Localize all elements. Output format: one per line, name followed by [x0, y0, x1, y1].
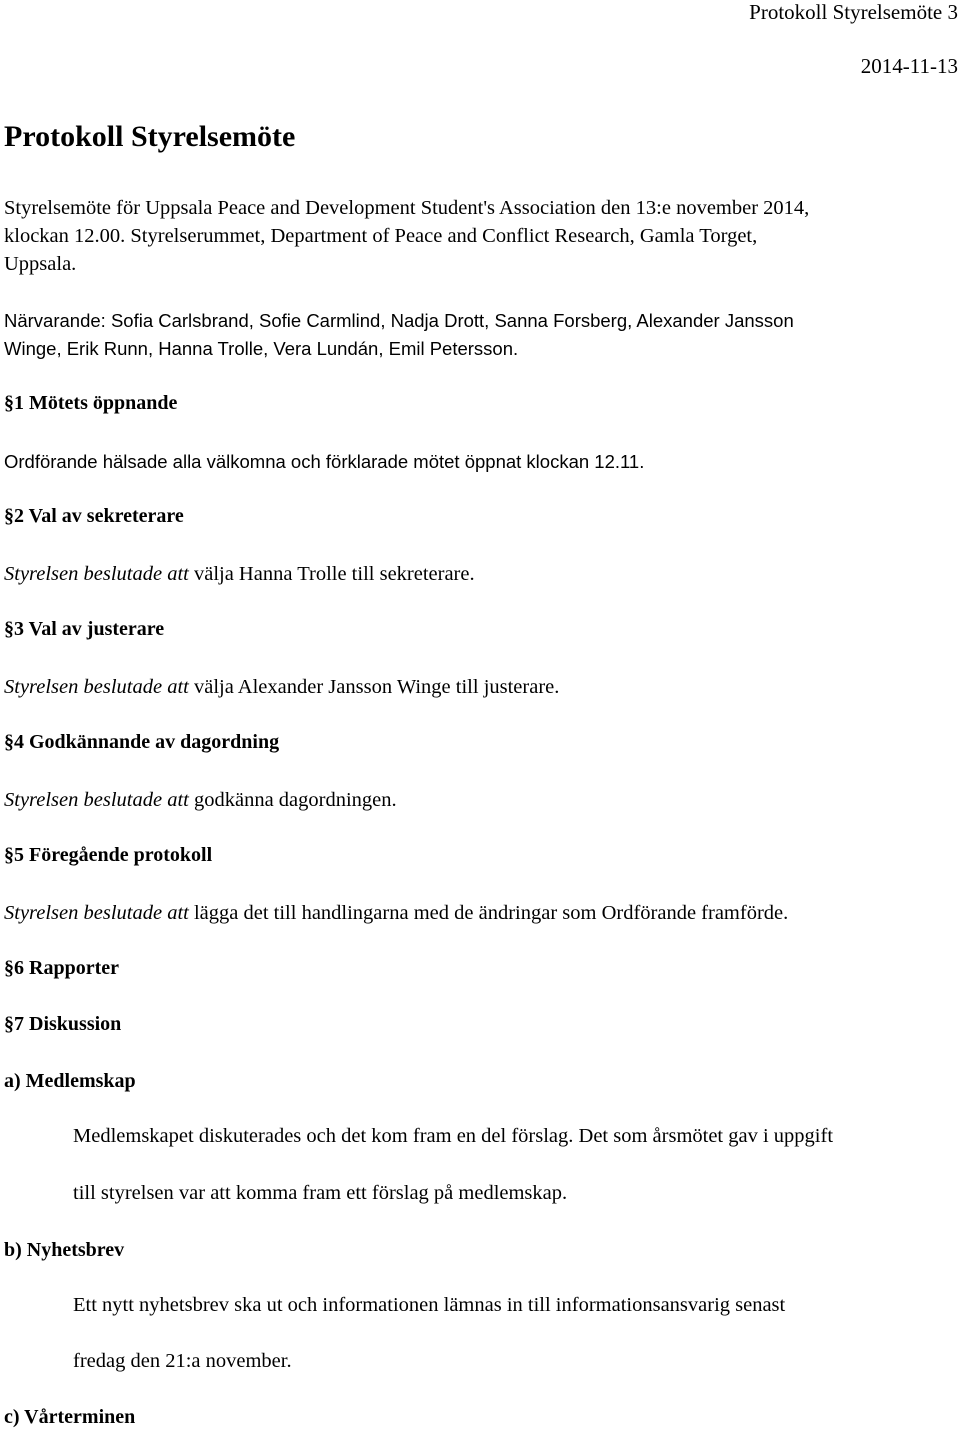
subsection-b-line-2: fredag den 21:a november.	[73, 1350, 292, 1372]
subsection-heading-a: a) Medlemskap	[4, 1070, 136, 1092]
intro-line-2: klockan 12.00. Styrelserummet, Department of Peace and Conflict Research, Gamla Torget,	[4, 225, 758, 247]
section-text-5	[4, 899, 788, 927]
subsection-heading-c: c) Vårterminen	[4, 1406, 136, 1428]
section-heading-3: §3 Val av justerare	[4, 618, 165, 640]
subsection-a-line-2: till styrelsen var att komma fram ett förslag på medlemskap.	[73, 1182, 568, 1204]
section-heading-4: §4 Godkännande av dagordning	[4, 731, 280, 753]
section-text-1: Ordförande hälsade alla välkomna och förklarade mötet öppnat klockan 12.11.	[4, 451, 645, 472]
section-text-3	[4, 673, 559, 701]
decision-text: lägga det till handlingarna med de ändringar som Ordförande framförde.	[188, 902, 789, 924]
subsection-heading-b: b) Nyhetsbrev	[4, 1239, 125, 1261]
document-date: 2014-11-13	[860, 54, 958, 78]
section-heading-2: §2 Val av sekreterare	[4, 505, 184, 527]
intro-paragraph	[4, 194, 809, 278]
section-heading-1: §1 Mötets öppnande	[4, 392, 178, 414]
intro-line-3: Uppsala.	[4, 253, 77, 275]
intro-line-1: Styrelsemöte för Uppsala Peace and Development Student's Association den 13:e november 2014,	[4, 197, 810, 219]
attendees-line-2: Winge, Erik Runn, Hanna Trolle, Vera Lundán, Emil Petersson.	[4, 338, 519, 359]
attendees-line-1: Närvarande: Sofia Carlsbrand, Sofie Carmlind, Nadja Drott, Sanna Forsberg, Alexander Jansson	[4, 310, 794, 331]
attendees-paragraph	[4, 307, 794, 363]
section-heading-7: §7 Diskussion	[4, 1013, 122, 1035]
decision-phrase: Styrelsen beslutade att	[4, 563, 189, 585]
running-header-title: Protokoll Styrelsemöte 3	[749, 0, 958, 24]
decision-text: godkänna dagordningen.	[188, 789, 397, 811]
decision-phrase: Styrelsen beslutade att	[4, 902, 189, 924]
section-text-2	[4, 560, 475, 588]
decision-text: välja Hanna Trolle till sekreterare.	[188, 563, 475, 585]
section-heading-5: §5 Föregående protokoll	[4, 844, 213, 866]
decision-phrase: Styrelsen beslutade att	[4, 789, 189, 811]
decision-text: välja Alexander Jansson Winge till justerare.	[188, 676, 560, 698]
subsection-a-line-1: Medlemskapet diskuterades och det kom fram en del förslag. Det som årsmötet gav i uppgift	[73, 1125, 834, 1147]
section-text-4	[4, 786, 397, 814]
document-title: Protokoll Styrelsemöte	[4, 120, 296, 153]
section-heading-6: §6 Rapporter	[4, 957, 119, 979]
decision-phrase: Styrelsen beslutade att	[4, 676, 189, 698]
subsection-b-line-1: Ett nytt nyhetsbrev ska ut och informationen lämnas in till informationsansvarig senast	[73, 1294, 786, 1316]
